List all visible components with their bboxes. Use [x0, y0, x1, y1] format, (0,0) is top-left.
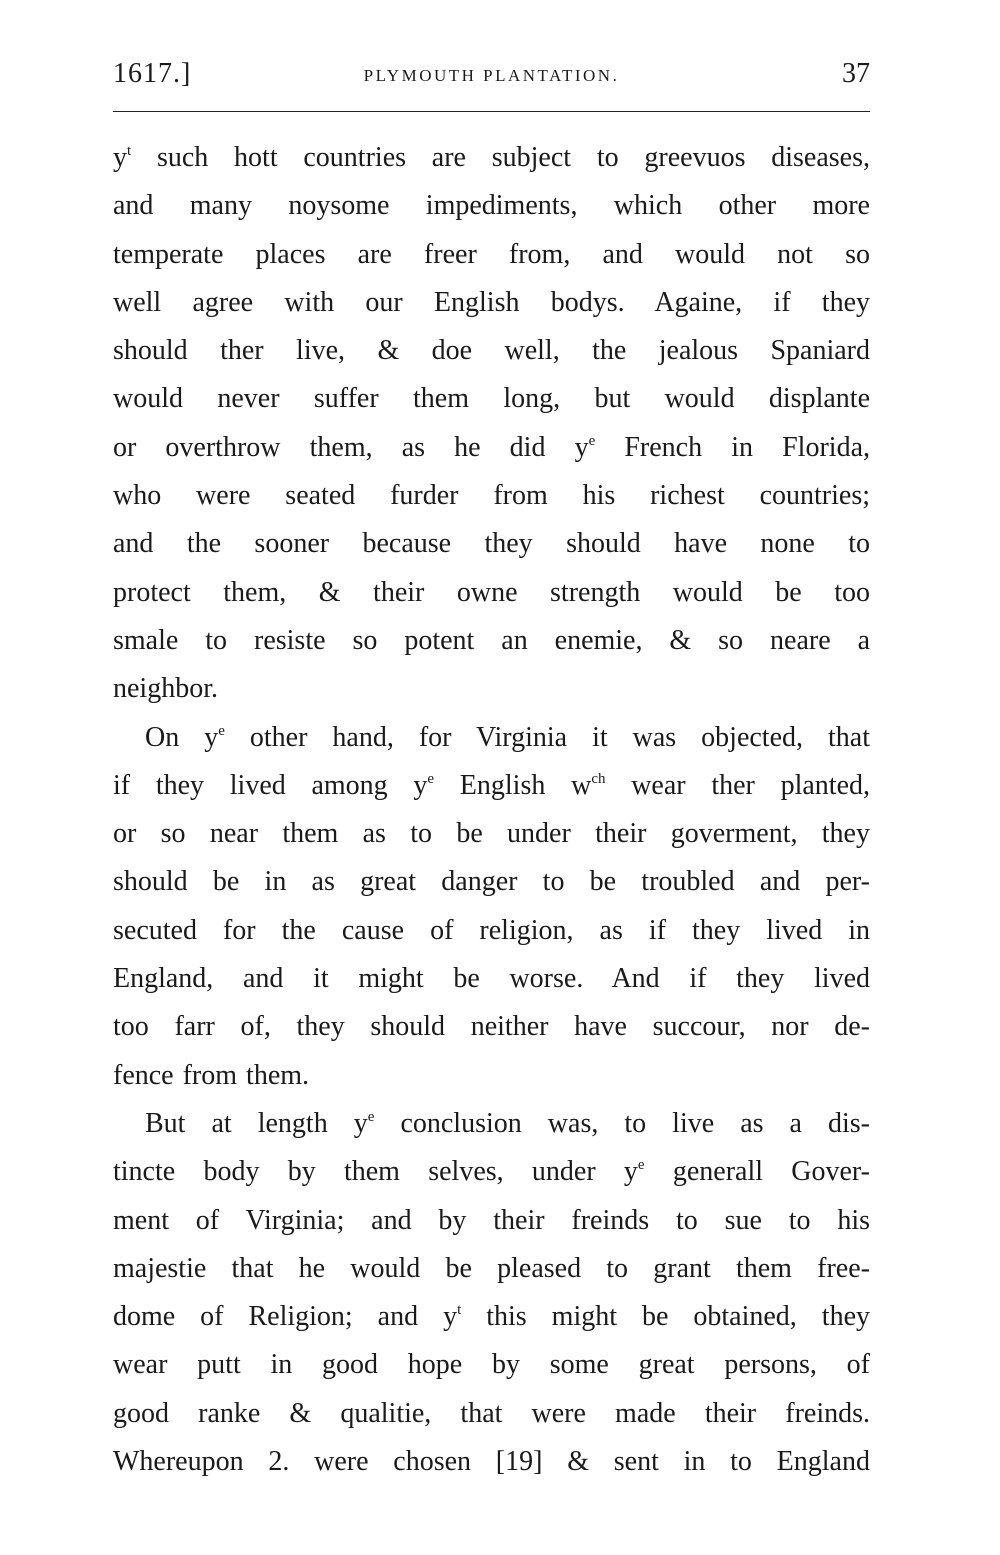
text-line: should ther live, & doe well, the jealous Spaniard — [113, 335, 870, 367]
body-text — [113, 140, 870, 1492]
header-year: 1617.] — [113, 58, 192, 89]
running-header — [113, 58, 870, 98]
text-line: majestie that he would be pleased to grant them free- — [113, 1252, 870, 1284]
text-line: if they lived among $y^e$ English $w^{ch}$ wear ther planted, — [113, 769, 870, 801]
text-line: or overthrow them, as he did $y^e$ French in Florida, — [113, 431, 870, 463]
text-line: On $y^e$ other hand, for Virginia it was objected, that — [145, 721, 870, 753]
header-page-number: 37 — [842, 58, 870, 89]
text-line: and many noysome impediments, which other more — [113, 190, 870, 222]
text-line: would never suffer them long, but would displante — [113, 383, 870, 415]
text-line: But at length $y^e$ conclusion was, to live as a dis- — [145, 1107, 871, 1139]
text-line: $y^t$ such hott countries are subject to greevuos diseases, — [113, 142, 870, 173]
text-line: Whereupon 2. were chosen [19] & sent in to England — [113, 1446, 870, 1478]
text-line: well agree with our English bodys. Againe, if they — [113, 286, 870, 318]
text-line: too farr of, they should neither have succour, nor de- — [113, 1011, 870, 1043]
text-line: and the sooner because they should have none to — [113, 528, 870, 560]
text-line: who were seated furder from his richest countries; — [113, 480, 870, 512]
text-line: protect them, & their owne strength would be too — [113, 576, 870, 608]
text-line: smale to resiste so potent an enemie, & so neare a — [113, 624, 870, 656]
text-line: temperate places are freer from, and would not so — [113, 238, 870, 270]
text-line: or so near them as to be under their goverment, they — [113, 818, 870, 850]
text-line: dome of Religion; and $y^t$ this might be obtained, they — [113, 1301, 870, 1333]
text-line: should be in as great danger to be troubled and per- — [113, 866, 870, 898]
text-line: secuted for the cause of religion, as if they lived in — [113, 914, 870, 946]
text-line: tincte body by them selves, under $y^e$ generall Gover- — [113, 1156, 870, 1188]
text-line: ment of Virginia; and by their freinds to sue to his — [113, 1204, 870, 1236]
text-line: fence from them. — [113, 1059, 310, 1091]
header-running-title: PLYMOUTH PLANTATION. — [363, 66, 620, 85]
text-line: neighbor. — [113, 673, 218, 705]
header-rule — [113, 111, 870, 112]
text-line: good ranke & qualitie, that were made their freinds. — [113, 1397, 870, 1429]
text-line: wear putt in good hope by some great persons, of — [113, 1349, 870, 1381]
text-line: England, and it might be worse. And if they lived — [113, 963, 870, 995]
